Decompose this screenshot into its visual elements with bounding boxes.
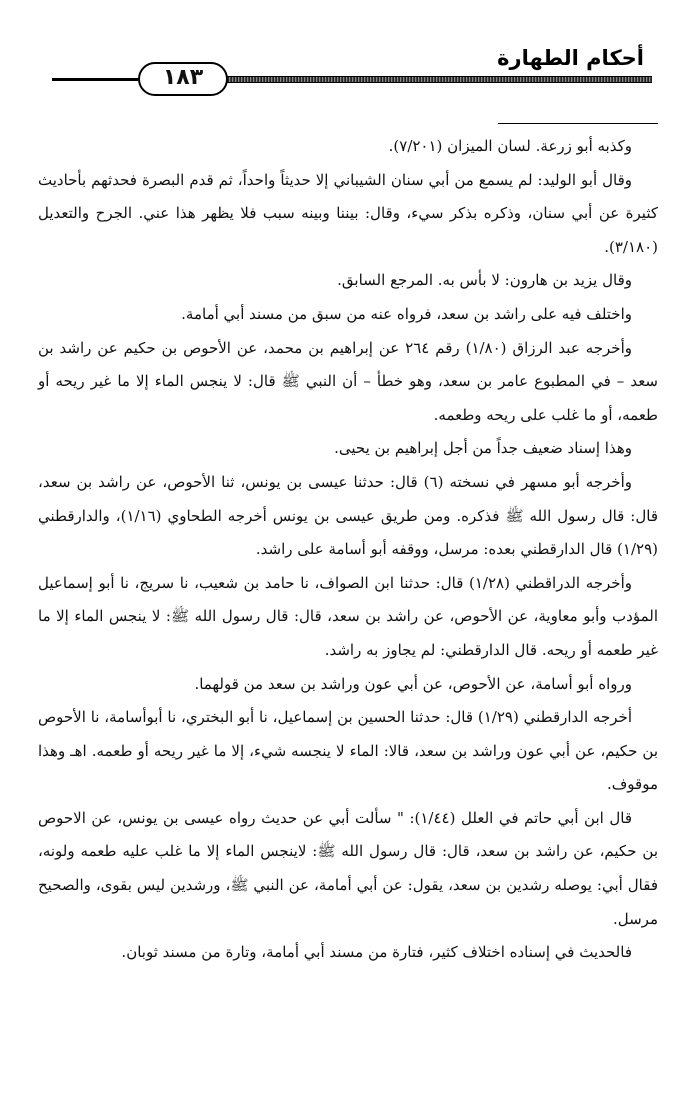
footnote-separator: [498, 123, 658, 124]
header-left-rule: [52, 78, 138, 81]
header-decorative-rule: [222, 76, 652, 83]
paragraph: ورواه أبو أسامة، عن الأحوص، عن أبي عون وراشد بن سعد من قولهما.: [194, 674, 632, 693]
paragraph: وكذبه أبو زرعة. لسان الميزان (٧/٢٠١).: [388, 137, 632, 155]
paragraph: فالحديث في إسناده اختلاف كثير، فتارة من مسند أبي أمامة، وتارة من مسند ثوبان.: [121, 943, 632, 962]
page-header: [52, 44, 652, 100]
paragraph: قال ابن أبي حاتم في العلل (١/٤٤): " سألت أبي عن حديث رواه عيسى بن يونس، عن الاحوص بن حكيم، عن راشد بن سعد، قال: قال رسول الله ﷺ: لاينجس الماء إلا ما غلب عليه طعمه ولونه، فقال أبي: يوصله رشدين بن سعد، يقول: عن أبي أمامة، عن النبي ﷺ، ورشدين ليس بقوى، والصحيح مرسل.: [38, 808, 658, 928]
paragraph: وأخرجه عبد الرزاق (١/٨٠) رقم ٢٦٤ عن إبراهيم بن محمد، عن الأحوص بن حكيم عن راشد بن سعد – في المطبوع عامر بن سعد، وهو خطأ – أن النبي ﷺ قال: لا ينجس الماء إلا ما غير ريحه أو طعمه، أو ما غلب على ريحه وطعمه.: [38, 338, 658, 424]
book-title: أحكام الطهارة: [497, 46, 644, 70]
paragraph: وأخرجه أبو مسهر في نسخته (٦) قال: حدثنا عيسى بن يونس، ثنا الأحوص، عن راشد بن سعد، قال: قال رسول الله ﷺ فذكره. ومن طريق عيسى بن يونس أخرجه الطحاوي (١/١٦)، والدارقطني (١/٢٩) قال الدارقطني بعده: مرسل، ووقفه أبو أسامة على راشد.: [38, 472, 658, 559]
page-body: [38, 130, 658, 970]
paragraph: وقال أبو الوليد: لم يسمع من أبي سنان الشيباني إلا حديثاً واحداً، ثم قدم البصرة فحدثهم بأحاديث كثيرة عن أبي سنان، وذكره بذكر سيء، وقال: بيننا وبينه سبب فلا يظهر هذا عني. الجرح والتعديل (٣/١٨٠).: [38, 170, 658, 256]
paragraph: واختلف فيه على راشد بن سعد، فرواه عنه من سبق من مسند أبي أمامة.: [181, 304, 632, 323]
paragraph: وقال يزيد بن هارون: لا بأس به. المرجع السابق.: [337, 271, 632, 290]
paragraph: وهذا إسناد ضعيف جداً من أجل إبراهيم بن يحيى.: [334, 439, 632, 458]
paragraph: أخرجه الدارقطني (١/٢٩) قال: حدثنا الحسين بن إسماعيل، نا أبو البختري، نا أبوأسامة، نا الأحوص بن حكيم، عن أبي عون وراشد بن سعد، قالا: الماء لا ينجسه شيء، إلا ما غير ريحه أو طعمه. اهـ وهذا موقوف.: [38, 708, 658, 794]
paragraph: وأخرجه الدراقطني (١/٢٨) قال: حدثنا ابن الصواف، نا حامد بن شعيب، نا سريج، نا أبو إسماعيل المؤدب وأبو معاوية، عن الأحوص، عن راشد بن سعد، قال: قال رسول الله ﷺ: لا ينجس الماء إلا ما غير طعمه أو ريحه. قال الدارقطني: لم يجاوز به راشد.: [38, 573, 658, 659]
page-number: ١٨٣: [138, 62, 228, 96]
